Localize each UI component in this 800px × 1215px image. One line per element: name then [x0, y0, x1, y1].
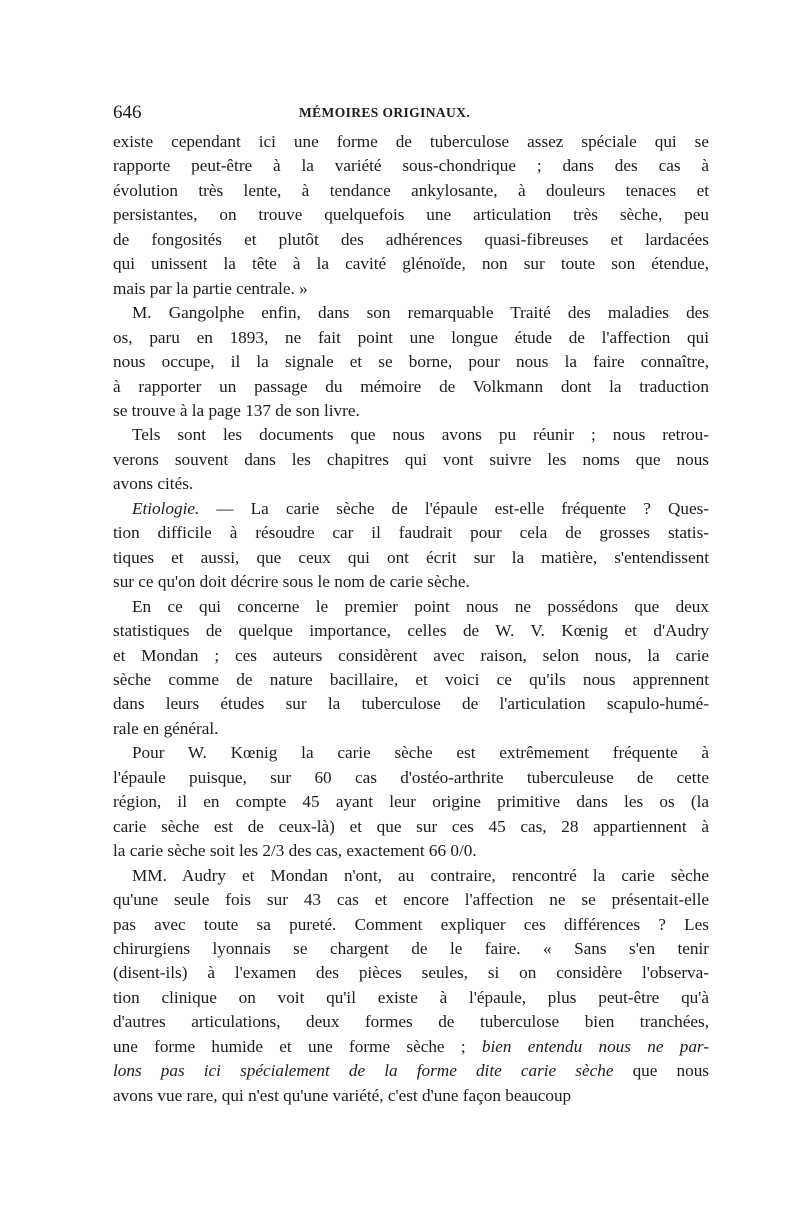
text-segment: région, il en compte 45 ayant leur origine primitive dans les os (la	[113, 792, 709, 812]
paragraph	[113, 864, 709, 1109]
text-line	[113, 179, 709, 203]
text-segment: tion clinique on voit qu'il existe à l'épaule, plus peut-être qu'à	[113, 987, 709, 1007]
text-line	[113, 130, 709, 154]
text-line	[113, 888, 709, 912]
text-line	[113, 937, 709, 961]
text-segment: En ce qui concerne le premier point nous ne possédons que deux	[132, 596, 709, 616]
paragraph	[113, 130, 709, 301]
text-line	[113, 277, 709, 301]
text-segment: verons souvent dans les chapitres qui vont suivre les noms que nous	[113, 449, 709, 469]
text-segment: os, paru en 1893, ne fait point une longue étude de l'affection qui	[113, 327, 709, 347]
text-line	[113, 790, 709, 814]
text-line	[113, 815, 709, 839]
text-segment: que nous	[613, 1061, 709, 1081]
text-segment: sur ce qu'on doit décrire sous le nom de carie sèche.	[113, 572, 470, 592]
text-segment: MM. Audry et Mondan n'ont, au contraire, rencontré la carie sèche	[132, 865, 709, 885]
text-line	[113, 203, 709, 227]
running-head	[113, 96, 709, 130]
text-line	[113, 1010, 709, 1034]
text-segment: pas avec toute sa pureté. Comment expliquer ces différences ? Les	[113, 914, 709, 934]
text-line	[113, 692, 709, 716]
text-line	[113, 668, 709, 692]
italic-text: bien entendu nous ne par-	[481, 1036, 709, 1056]
text-segment: à rapporter un passage du mémoire de Volkmann dont la traduction	[113, 376, 709, 396]
text-line	[113, 301, 709, 325]
paragraph	[113, 595, 709, 742]
text-line	[113, 448, 709, 472]
text-line	[113, 644, 709, 668]
text-line	[113, 375, 709, 399]
text-line	[113, 570, 709, 594]
text-line	[113, 595, 709, 619]
text-segment: d'autres articulations, deux formes de tuberculose bien tranchées,	[113, 1012, 709, 1032]
text-line	[113, 228, 709, 252]
text-line	[113, 1059, 709, 1083]
text-segment: une forme humide et une forme sèche ;	[113, 1036, 482, 1056]
text-segment: (disent-ils) à l'examen des pièces seules, si on considère l'observa-	[113, 963, 709, 983]
italic-text: lons pas ici spécialement de la forme dite carie sèche	[113, 1061, 614, 1081]
text-line	[113, 252, 709, 276]
text-line	[113, 423, 709, 447]
running-title: MÉMOIRES ORIGINAUX.	[299, 105, 471, 120]
page-number: 646	[113, 102, 142, 123]
text-segment: carie sèche est de ceux-là) et que sur ces 45 cas, 28 appartiennent à	[113, 816, 709, 836]
text-segment: — La carie sèche de l'épaule est-elle fréquente ? Ques-	[199, 498, 709, 518]
text-segment: la carie sèche soit les 2/3 des cas, exactement 66 0/0.	[113, 841, 477, 861]
body-text	[113, 130, 709, 1108]
text-segment: sèche comme de nature bacillaire, et voici ce qu'ils nous apprennent	[113, 669, 709, 689]
text-segment: statistiques de quelque importance, celles de W. V. Kœnig et d'Audry	[113, 621, 709, 641]
text-segment: qu'une seule fois sur 43 cas et encore l'affection ne se présentait-elle	[113, 890, 709, 910]
text-segment: Pour W. Kœnig la carie sèche est extrêmement fréquente à	[132, 743, 709, 763]
text-segment: persistantes, on trouve quelquefois une articulation très sèche, peu	[113, 205, 709, 225]
italic-text: Etiologie.	[132, 498, 200, 518]
text-segment: chirurgiens lyonnais se chargent de le faire. « Sans s'en tenir	[113, 938, 709, 958]
text-segment: mais par la partie centrale. »	[113, 278, 308, 298]
text-line	[113, 472, 709, 496]
text-line	[113, 497, 709, 521]
text-segment: existe cependant ici une forme de tuberculose assez spéciale qui se	[113, 132, 709, 151]
text-segment: évolution très lente, à tendance ankylosante, à douleurs tenaces et	[113, 180, 709, 200]
text-segment: nous occupe, il la signale et se borne, pour nous la faire connaître,	[113, 352, 709, 372]
text-line	[113, 1084, 709, 1108]
text-line	[113, 961, 709, 985]
text-segment: qui unissent la tête à la cavité glénoïde, non sur toute son étendue,	[113, 254, 709, 274]
text-segment: tion difficile à résoudre car il faudrait pour cela de grosses statis-	[113, 523, 709, 543]
document-page	[113, 96, 709, 1108]
text-line	[113, 864, 709, 888]
text-line	[113, 986, 709, 1010]
text-line	[113, 399, 709, 423]
text-segment: se trouve à la page 137 de son livre.	[113, 400, 360, 420]
text-line	[113, 546, 709, 570]
text-line	[113, 154, 709, 178]
text-segment: avons vue rare, qui n'est qu'une variété, c'est d'une façon beaucoup	[113, 1085, 572, 1105]
text-segment: et Mondan ; ces auteurs considèrent avec raison, selon nous, la carie	[113, 645, 709, 665]
text-line	[113, 521, 709, 545]
text-segment: rale en général.	[113, 718, 219, 738]
text-line	[113, 1035, 709, 1059]
text-line	[113, 350, 709, 374]
text-segment: de fongosités et plutôt des adhérences quasi-fibreuses et lardacées	[113, 229, 709, 249]
text-line	[113, 619, 709, 643]
text-segment: rapporte peut-être à la variété sous-chondrique ; dans des cas à	[113, 156, 709, 176]
paragraph	[113, 301, 709, 423]
paragraph	[113, 497, 709, 595]
text-segment: tiques et aussi, que ceux qui ont écrit sur la matière, s'entendissent	[113, 547, 709, 567]
text-line	[113, 326, 709, 350]
text-line	[113, 766, 709, 790]
text-line	[113, 717, 709, 741]
text-segment: dans leurs études sur la tuberculose de l'articulation scapulo-humé-	[113, 694, 709, 714]
text-segment: Tels sont les documents que nous avons pu réunir ; nous retrou-	[132, 425, 709, 445]
text-line	[113, 913, 709, 937]
paragraph	[113, 423, 709, 496]
text-line	[113, 839, 709, 863]
text-segment: avons cités.	[113, 474, 194, 494]
paragraph	[113, 741, 709, 863]
text-segment: M. Gangolphe enfin, dans son remarquable Traité des maladies des	[132, 303, 709, 323]
text-segment: l'épaule puisque, sur 60 cas d'ostéo-arthrite tuberculeuse de cette	[113, 767, 709, 787]
text-line	[113, 741, 709, 765]
